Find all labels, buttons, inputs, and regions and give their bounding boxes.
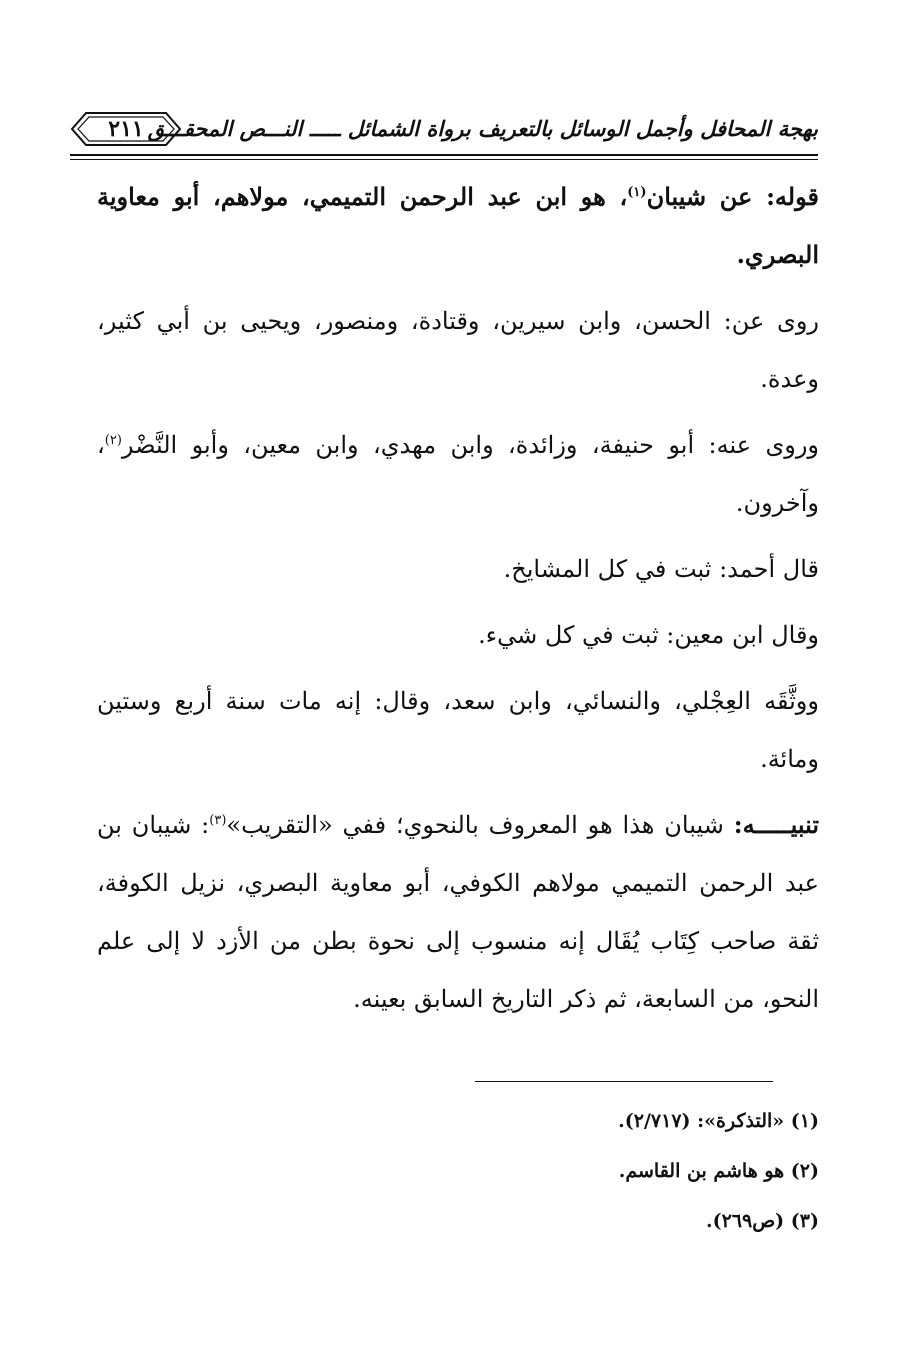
paragraph-6: ووثَّقَه العِجْلي، والنسائي، وابن سعد، وقال: إنه مات سنة أربع وستين ومائة. (97, 687, 819, 773)
main-text (97, 168, 819, 1036)
paragraph-3 (97, 416, 819, 532)
paragraph-7-b: : شيبان بن عبد الرحمن التميمي مولاهم الكوفي، أبو معاوية البصري، نزيل الكوفة، ثقة صاحب كِتَاب يُقَال إنه منسوب إلى نحوة بطن من الأزد لا إلى علم النحو، من السابعة، ثم ذكر التاريخ السابق بعينه. (97, 811, 820, 1013)
footnotes (219, 1096, 819, 1246)
running-title: بهجة المحافل وأجمل الوسائل بالتعريف برواة الشمائل ـــــ النـــص المحقـــق (147, 116, 818, 141)
footnote-3: (٣) (ص٢٦٩). (705, 1210, 819, 1232)
footnote-ref-3: (٣) (209, 813, 227, 828)
paragraph-4: قال أحمد: ثبت في كل المشايخ. (503, 555, 819, 583)
page-number-cartouche (70, 110, 182, 148)
note-term: تنبيـــــه: (733, 810, 819, 839)
page-number: ٢١١ (108, 116, 144, 142)
paragraph-1 (97, 168, 819, 284)
paragraph-7 (97, 796, 819, 1028)
header-rule (70, 154, 818, 156)
running-header (70, 110, 818, 156)
header-rule-thin (70, 159, 818, 160)
lead-phrase: قوله: عن شيبان (646, 182, 819, 211)
footnote-1: (١) «التذكرة»: (٢/٧١٧). (618, 1110, 819, 1132)
paragraph-2: روى عن: الحسن، وابن سيرين، وقتادة، ومنصور، ويحيى بن أبي كثير، وعدة. (97, 307, 819, 393)
footnote-2: (٢) هو هاشم بن القاسم. (618, 1160, 819, 1182)
footnote-rule (475, 1081, 773, 1082)
paragraph-7-a: شيبان هذا هو المعروف بالنحوي؛ ففي «التقريب» (226, 811, 734, 839)
paragraph-3-a: وروى عنه: أبو حنيفة، وزائدة، وابن مهدي، وابن معين، وأبو النَّضْر (121, 431, 819, 459)
paragraph-1-rest: ، هو ابن عبد الرحمن التميمي، مولاهم، أبو معاوية البصري. (97, 182, 819, 269)
footnote-ref-1: (١) (627, 185, 647, 200)
paragraph-5: وقال ابن معين: ثبت في كل شيء. (478, 621, 819, 649)
paragraph-3-b: ، وآخرون. (97, 431, 819, 517)
footnote-ref-2: (٢) (104, 433, 122, 448)
